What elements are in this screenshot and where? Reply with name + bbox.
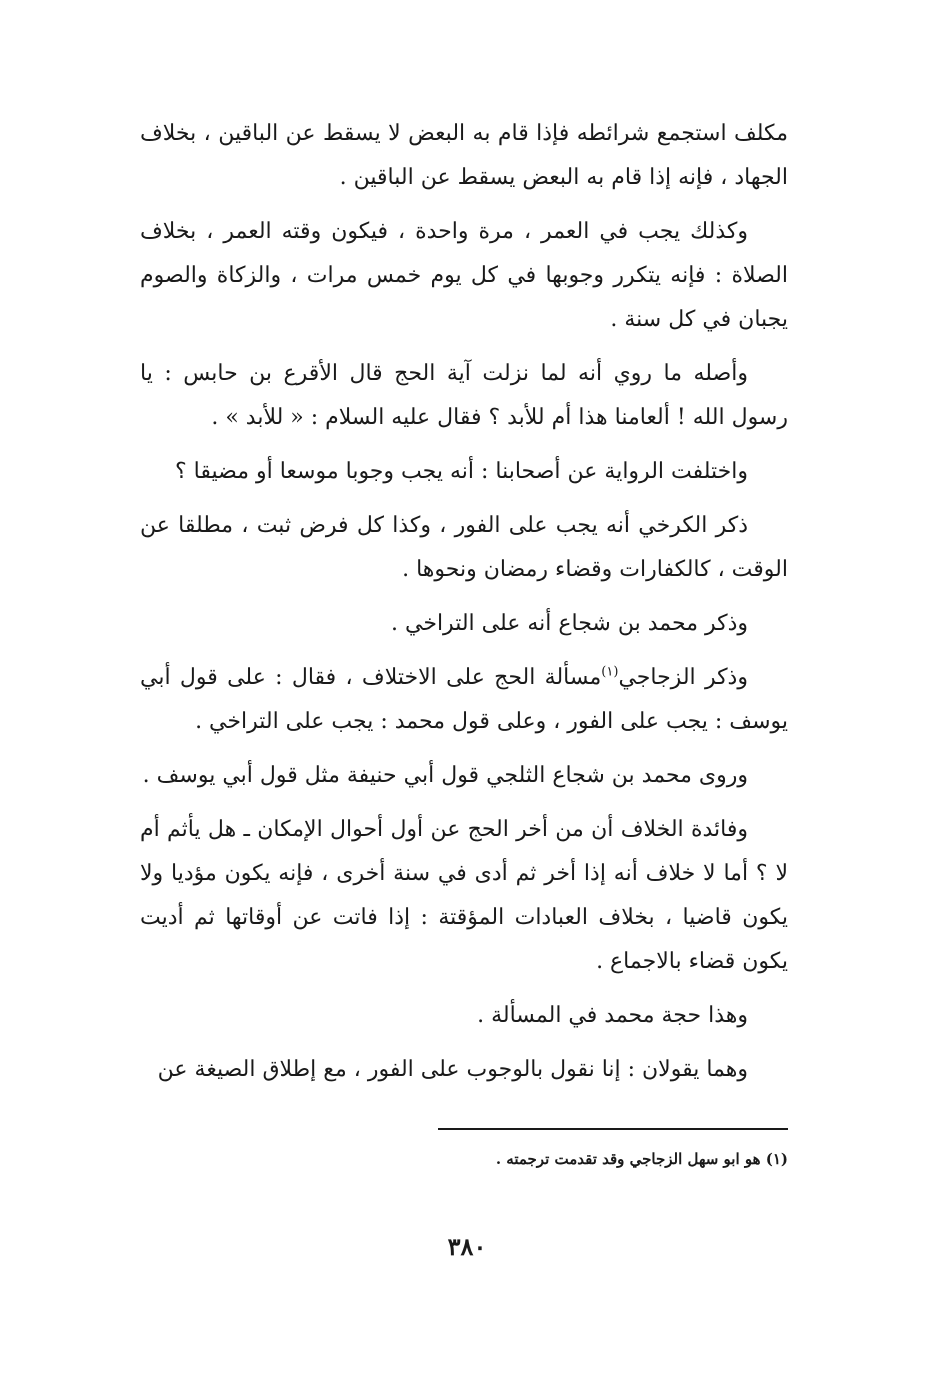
paragraph-6: وذكر محمد بن شجاع أنه على التراخي . [391,611,748,636]
main-text [140,112,788,1102]
paragraph-8: وروى محمد بن شجاع الثلجي قول أبي حنيفة مثل قول أبي يوسف . [142,763,748,788]
paragraph-7-start: وذكر الزجاجي [618,665,748,690]
paragraph-3: وأصله ما روي أنه لما نزلت آية الحج قال الأقرع بن حابس : يا رسول الله ! ألعامنا هذا أم للأبد ؟ فقال عليه السلام : « للأبد » . [140,361,788,430]
paragraph-11: وهما يقولان : إنا نقول بالوجوب على الفور ، مع إطلاق الصيغة عن [157,1057,748,1082]
paragraph-5: ذكر الكرخي أنه يجب على الفور ، وكذا كل فرض ثبت ، مطلقا عن الوقت ، كالكفارات وقضاء رمضان ونحوها . [140,513,788,582]
footnote-divider [438,1128,788,1130]
paragraph-7 [140,656,788,744]
paragraph-1: مكلف استجمع شرائطه فإذا قام به البعض لا يسقط عن الباقين ، بخلاف الجهاد ، فإنه إذا قام به البعض يسقط عن الباقين . [140,121,788,190]
footnote: (١) هو ابو سهل الزجاجي وقد تقدمت ترجمته . [495,1150,788,1168]
paragraph-4: واختلفت الرواية عن أصحابنا : أنه يجب وجوبا موسعا أو مضيقا ؟ [175,459,748,484]
paragraph-2: وكذلك يجب في العمر ، مرة واحدة ، فيكون وقته العمر ، بخلاف الصلاة : فإنه يتكرر وجوبها في كل يوم خمس مرات ، والزكاة والصوم يجبان في كل سنة . [140,219,788,332]
paragraph-9: وفائدة الخلاف أن من أخر الحج عن أول أحوال الإمكان ـ هل يأثم أم لا ؟ أما لا خلاف أنه إذا أخر ثم أدى في سنة أخرى ، فإنه يكون مؤديا ولا يكون قاضيا ، بخلاف العبادات المؤقتة : إذا فاتت عن أوقاتها ثم أديت يكون قضاء بالاجماع . [140,817,788,974]
page-number: ٣٨٠ [447,1232,487,1261]
paragraph-7-rest: مسألة الحج على الاختلاف ، فقال : على قول أبي يوسف : يجب على الفور ، وعلى قول محمد : يجب على التراخي . [140,665,788,734]
paragraph-10: وهذا حجة محمد في المسألة . [477,1003,748,1028]
footnote-reference[interactable]: (١) [601,664,619,680]
